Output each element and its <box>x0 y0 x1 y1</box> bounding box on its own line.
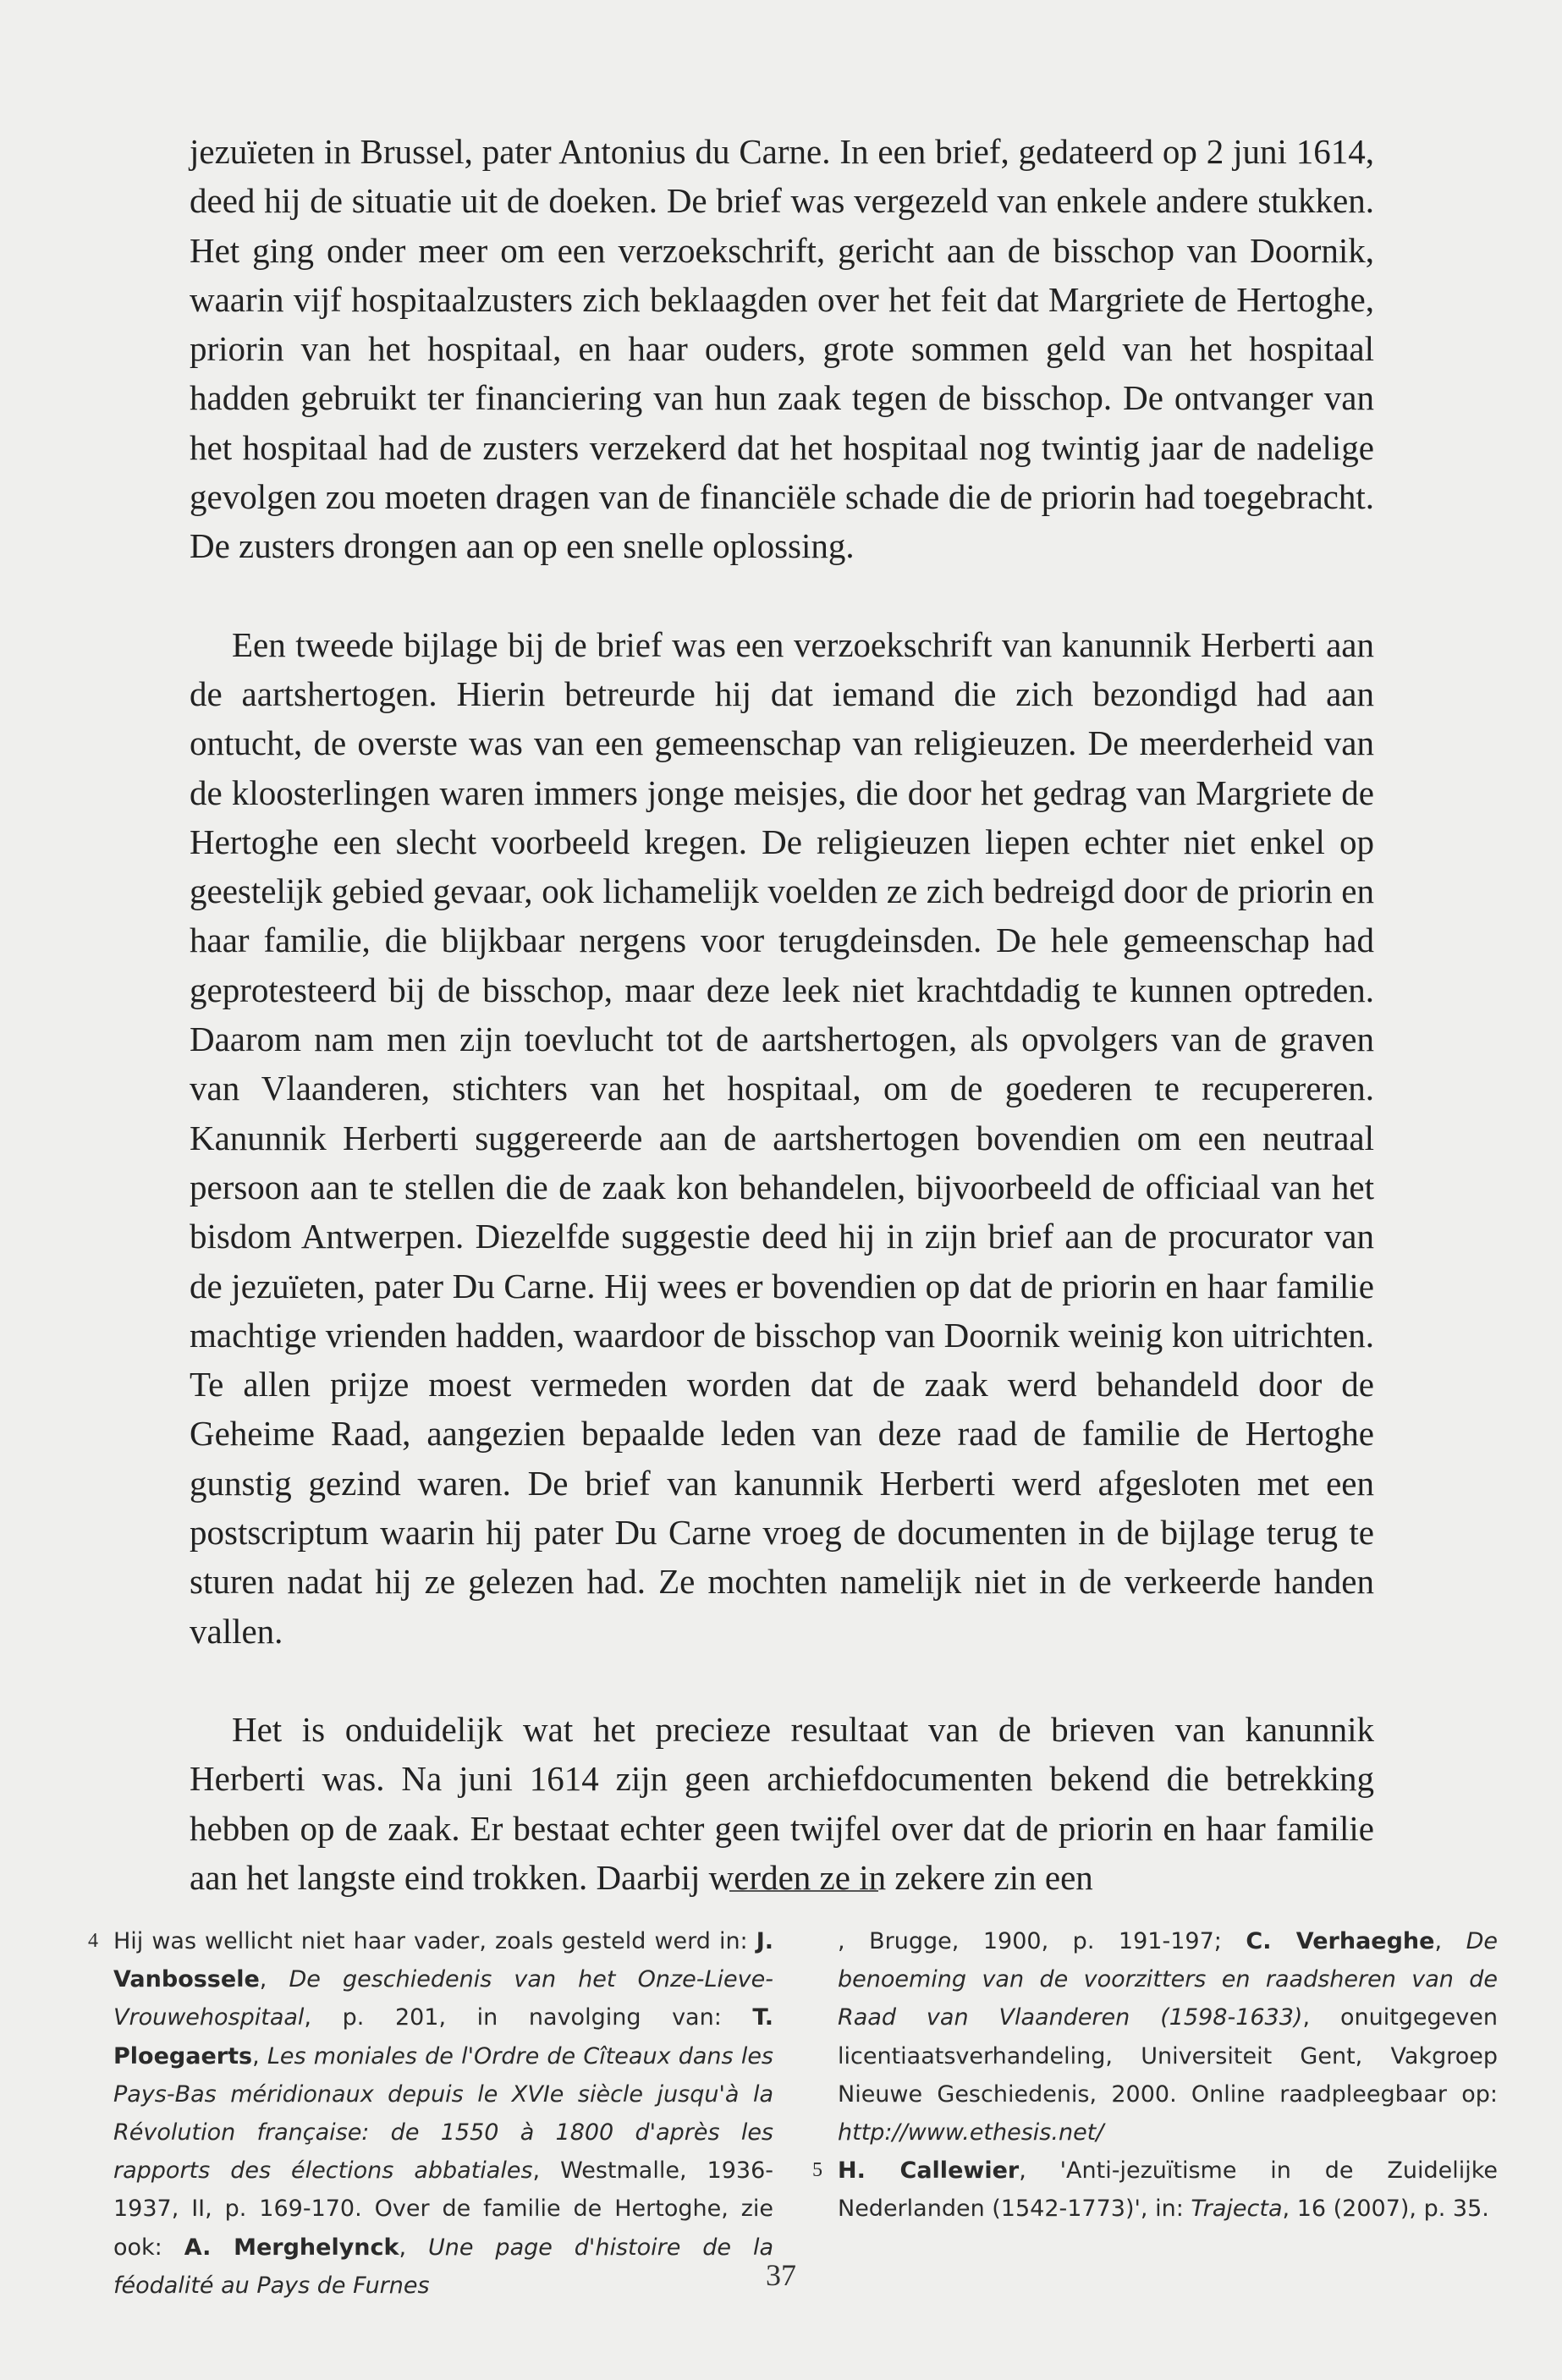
page-number: 37 <box>766 2258 796 2292</box>
paragraph-3: Het is onduidelijk wat het precieze resultaat van de brieven van kanunnik Herberti was. Na juni 1614 zijn geen archiefdocumenten bekend die betrekking hebben op de zaak. Er bestaat echter geen twijfel over dat de priorin en haar familie aan het langste eind trokken. Daarbij werden ze in zekere zin een <box>190 1709 1374 1897</box>
main-text <box>190 127 1374 1902</box>
footnote-text: , <box>252 2042 267 2069</box>
paragraph-1: jezuïeten in Brussel, pater Antonius du Carne. In een brief, gedateerd op 2 juni 1614, deed hij de situatie uit de doeken. De brief was vergezeld van enkele andere stukken. Het ging onder meer om een verzoekschrift, gericht aan de bisschop van Doornik, waarin vijf hospitaalzusters zich beklaagden over het feit dat Margriete de Hertoghe, priorin van het hospitaal, en haar ouders, grote sommen geld van het hospitaal hadden gebruikt ter financiering van hun zaak tegen de bisschop. De ontvanger van het hospitaal had de zusters verzekerd dat het hospitaal nog twintig jaar de nadelige gevolgen zou moeten dragen van de financiële schade die de priorin had toegebracht. De zusters drongen aan op een snelle oplossing. <box>190 132 1374 566</box>
footnote-column-right <box>812 1922 1498 2229</box>
footnote-text: , 16 (2007), p. 35. <box>1282 2196 1489 2223</box>
footnote-4 <box>88 1922 773 2305</box>
footnote-author: H. Callewier <box>838 2157 1020 2185</box>
footnote-text: , Brugge, 1900, p. 191-197; <box>838 1928 1246 1954</box>
footnote-author: A. Merghelynck <box>184 2234 399 2261</box>
footnote-number: 4 <box>88 1930 98 1952</box>
footnote-text: , <box>1434 1928 1466 1954</box>
footnote-title: Les moniales de l'Ordre de Cîteaux dans les Pays-Bas méridionaux depuis le XVIe siècle jusqu'à la Révolution française: de 1550 à 1800 d'après les rapports des élections abbatiales <box>113 2042 773 2185</box>
footnote-number: 5 <box>812 2159 822 2182</box>
footnote-column-left <box>88 1922 773 2305</box>
footnote-text: , <box>399 2234 429 2261</box>
footnote-author: C. Verhaeghe <box>1246 1928 1435 1954</box>
footnote-4-continued <box>838 1922 1498 2152</box>
footnote-text: , <box>259 1966 289 1993</box>
footnote-title: Trajecta <box>1191 2196 1283 2223</box>
footnote-author: J. Vanbossele <box>113 1928 773 1993</box>
footnote-title: De benoeming van de voorzitters en raadsheren van de Raad van Vlaanderen (1598-1633) <box>838 1928 1498 2031</box>
footnote-5 <box>812 2152 1498 2228</box>
footnote-text: , 'Anti-jezuïtisme in de Zuidelijke Nederlanden (1542-1773)', in: <box>838 2157 1498 2223</box>
footnote-separator <box>729 1890 878 1892</box>
footnote-title: De geschiedenis van het Onze-Lieve-Vrouwehospitaal <box>113 1966 773 2031</box>
footnote-text: , onuitgegeven licentiaatsverhandeling, Universiteit Gent, Vakgroep Nieuwe Geschiedenis, 2000. Online raadpleegbaar op: <box>838 2004 1498 2108</box>
footnote-text: Hij was wellicht niet haar vader, zoals gesteld werd in: <box>113 1928 756 1954</box>
paragraph-2: Een tweede bijlage bij de brief was een verzoekschrift van kanunnik Herberti aan de aartshertogen. Hierin betreurde hij dat iemand die zich bezondigd had aan ontucht, de overste was van een gemeenschap van religieuzen. De meerderheid van de kloosterlingen waren immers jonge meisjes, die door het gedrag van Margriete de Hertoghe een slecht voorbeeld kregen. De religieuzen liepen echter niet enkel op geestelijk gebied gevaar, ook lichamelijk voelden ze zich bedreigd door de priorin en haar familie, die blijkbaar nergens voor terugdeinsden. De hele gemeenschap had geprotesteerd bij de bisschop, maar deze leek niet krachtdadig te kunnen optreden. Daarom nam men zijn toevlucht tot de aartshertogen, als opvolgers van de graven van Vlaanderen, stichters van het hospitaal, om de goederen te recupereren. Kanunnik Herberti suggereerde aan de aartshertogen bovendien om een neutraal persoon aan te stellen die de zaak kon behandelen, bijvoorbeeld de officiaal van het bisdom Antwerpen. Diezelfde suggestie deed hij in zijn brief aan de procurator van de jezuïeten, pater Du Carne. Hij wees er bovendien op dat de priorin en haar familie machtige vrienden hadden, waardoor de bisschop van Doornik weinig kon uitrichten. Te allen prijze moest vermeden worden dat de zaak werd behandeld door de Geheime Raad, aangezien bepaalde leden van deze raad de familie de Hertoghe gunstig gezind waren. De brief van kanunnik Herberti werd afgesloten met een postscriptum waarin hij pater Du Carne vroeg de documenten in de bijlage terug te sturen nadat hij ze gelezen had. Ze mochten namelijk niet in de verkeerde handen vallen. <box>190 624 1374 1651</box>
footnote-title: Une page d'histoire de la féodalité au Pays de Furnes <box>113 2234 773 2299</box>
footnote-text: , Westmalle, 1936-1937, II, p. 169-170. Over de familie de Hertoghe, zie ook: <box>113 2157 773 2261</box>
footnote-author: T. Ploegaerts <box>113 2004 773 2069</box>
footnote-text: , p. 201, in navolging van: <box>304 2004 753 2031</box>
footnote-url[interactable]: http://www.ethesis.net/ <box>838 2119 1104 2146</box>
